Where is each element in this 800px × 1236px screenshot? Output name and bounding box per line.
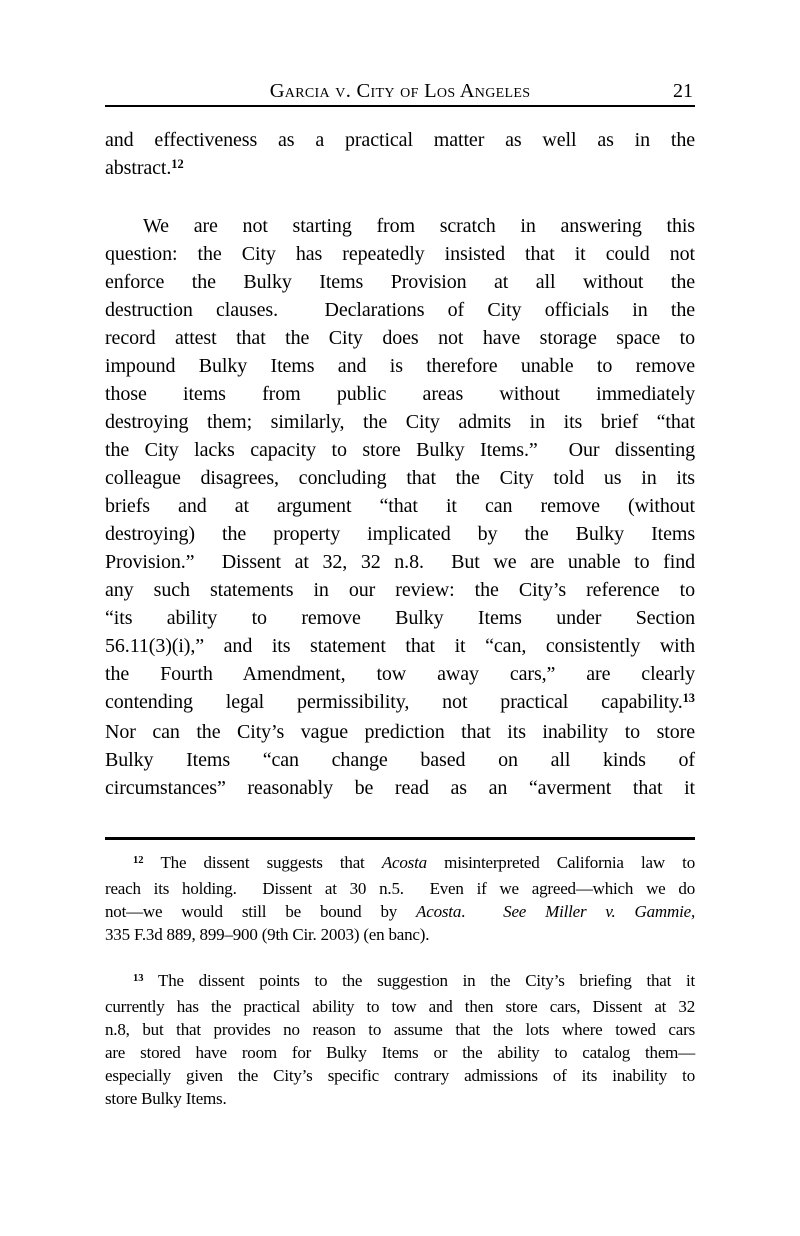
text-segment: are stored have room for Bulky Items or the ability to catalog them— [105, 1043, 695, 1062]
case-citation: Acosta [381, 853, 427, 872]
header-rule [105, 105, 695, 107]
text-segment: abstract. [105, 157, 172, 179]
text-segment: destroying them; similarly, the City admits in its brief “that [105, 411, 695, 433]
text-segment: circumstances” reasonably be read as an “averment that it [105, 777, 695, 799]
text-line [105, 240, 695, 268]
page-number: 21 [673, 80, 693, 102]
text-line [105, 1018, 695, 1041]
text-line [105, 604, 695, 632]
text-line [105, 877, 695, 900]
text-segment: any such statements in our review: the City’s reference to [105, 579, 695, 601]
footnote-12 [105, 851, 695, 946]
footnote-reference: 12 [133, 854, 144, 866]
text-line [105, 718, 695, 746]
text-segment: and effectiveness as a practical matter as well as in the [105, 129, 695, 151]
text-segment: the Fourth Amendment, tow away cars,” are clearly [105, 663, 695, 685]
text-segment: Provision.” Dissent at 32, 32 n.8. But we are unable to find [105, 551, 695, 573]
text-segment: especially given the City’s specific contrary admissions of its inability to [105, 1066, 695, 1085]
text-line [105, 851, 695, 877]
text-line [105, 548, 695, 576]
page-content [105, 80, 695, 1110]
text-segment: enforce the Bulky Items Provision at all without the [105, 271, 695, 293]
running-header [105, 80, 695, 102]
text-line [105, 464, 695, 492]
main-paragraph [105, 212, 695, 802]
text-segment: briefs and at argument “that it can remove (without [105, 495, 695, 517]
text-line [105, 632, 695, 660]
text-line [105, 296, 695, 324]
footnote-reference: 12 [171, 156, 184, 171]
text-line [105, 436, 695, 464]
text-line [105, 520, 695, 548]
text-line [105, 995, 695, 1018]
text-segment: “its ability to remove Bulky Items under Section [105, 607, 695, 629]
text-segment: not—we would still be bound by [105, 902, 417, 921]
opening-paragraph [105, 126, 695, 184]
text-segment: those items from public areas without immediately [105, 383, 695, 405]
text-segment: n.8, but that provides no reason to assume that the lots where towed cars [105, 1020, 695, 1039]
text-line [105, 923, 695, 946]
footnote-13 [105, 969, 695, 1110]
footnote-reference: 13 [133, 972, 144, 984]
text-segment: currently has the practical ability to tow and then store cars, Dissent at 32 [105, 997, 695, 1016]
text-line [105, 660, 695, 688]
text-line [105, 746, 695, 774]
text-segment: The dissent suggests that [143, 853, 382, 872]
text-line [105, 352, 695, 380]
text-line [105, 408, 695, 436]
text-segment: question: the City has repeatedly insisted that it could not [105, 243, 695, 265]
text-line [105, 154, 695, 184]
text-line [105, 1041, 695, 1064]
text-line [105, 268, 695, 296]
text-line [105, 688, 695, 718]
text-segment: contending legal permissibility, not practical capability. [105, 691, 683, 713]
text-line [105, 774, 695, 802]
text-segment: impound Bulky Items and is therefore unable to remove [105, 355, 695, 377]
text-line [105, 969, 695, 995]
text-line [105, 126, 695, 154]
text-segment: , [690, 902, 696, 921]
text-segment: store Bulky Items. [105, 1089, 227, 1108]
text-segment: destroying) the property implicated by the Bulky Items [105, 523, 695, 545]
footnote-reference: 13 [682, 690, 695, 705]
text-segment: colleague disagrees, concluding that the City told us in its [105, 467, 695, 489]
text-line [105, 380, 695, 408]
text-segment: reach its holding. Dissent at 30 n.5. Even if we agreed—which we do [105, 879, 695, 898]
case-citation: See Miller v. Gammie [503, 902, 691, 921]
text-segment: Bulky Items “can change based on all kinds of [105, 749, 695, 771]
footnote-separator [105, 837, 695, 840]
text-line [105, 1087, 695, 1110]
text-line [105, 1064, 695, 1087]
text-segment: the City lacks capacity to store Bulky Items.” Our dissenting [105, 439, 695, 461]
text-segment: Nor can the City’s vague prediction that its inability to store [105, 721, 695, 743]
body-text [105, 126, 695, 802]
text-line [105, 900, 695, 923]
text-segment: 335 F.3d 889, 899–900 (9th Cir. 2003) (en banc). [105, 925, 430, 944]
text-line [105, 212, 695, 240]
text-segment: misinterpreted California law to [426, 853, 696, 872]
text-segment: destruction clauses. Declarations of City officials in the [105, 299, 695, 321]
text-segment: . [461, 902, 504, 921]
text-segment: We are not starting from scratch in answering this [143, 215, 695, 237]
footnotes [105, 851, 695, 1110]
text-line [105, 576, 695, 604]
case-citation: Acosta [416, 902, 462, 921]
text-segment: 56.11(3)(i),” and its statement that it “can, consistently with [105, 635, 695, 657]
text-segment: record attest that the City does not have storage space to [105, 327, 695, 349]
text-line [105, 324, 695, 352]
text-line [105, 492, 695, 520]
case-title: Garcia v. City of Los Angeles [269, 80, 531, 102]
text-segment: The dissent points to the suggestion in the City’s briefing that it [143, 971, 695, 990]
